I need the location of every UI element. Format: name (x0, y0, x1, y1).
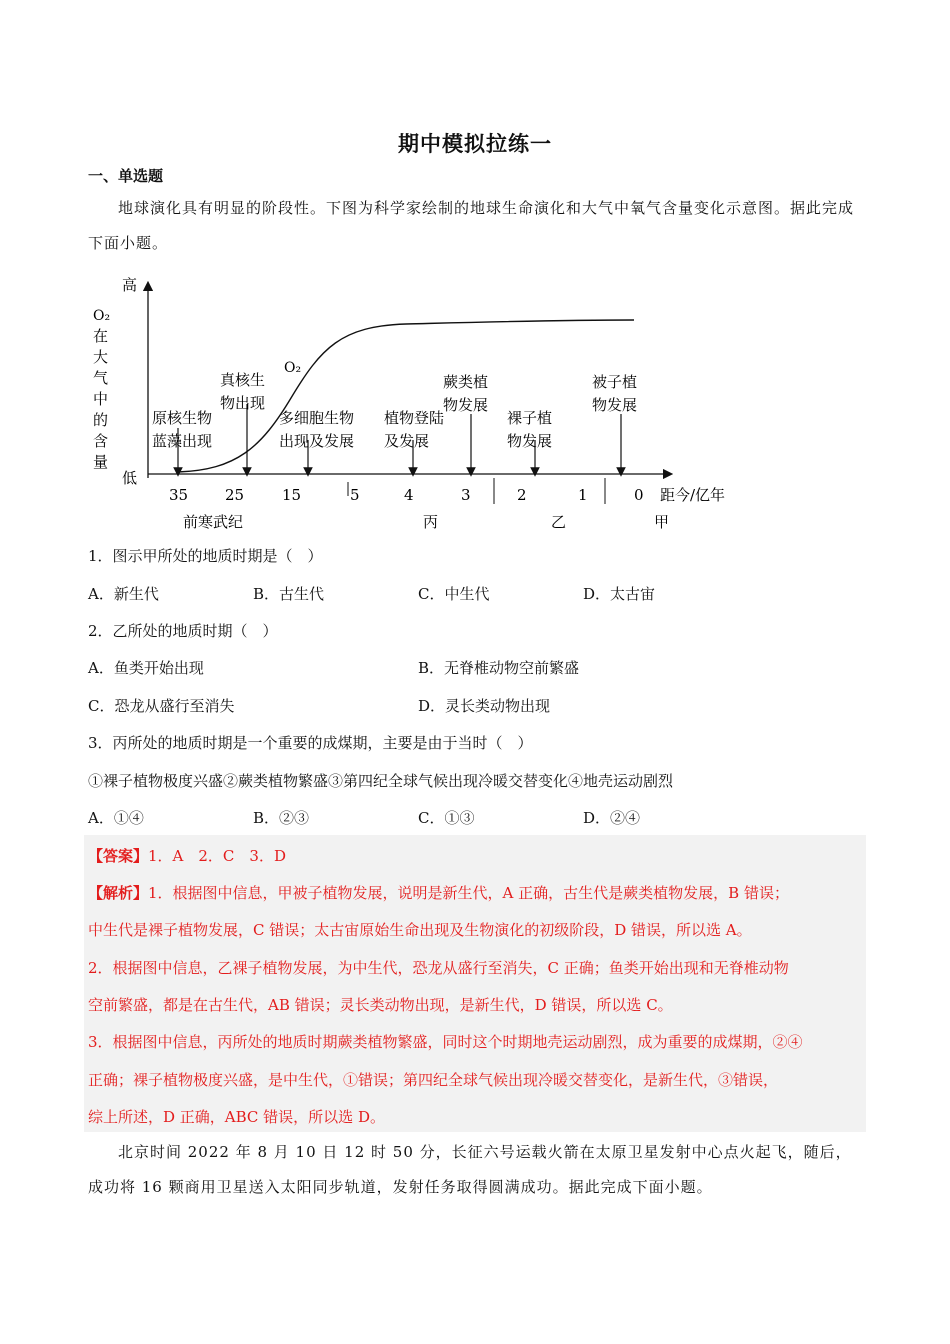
era-label: 前寒武纪 (183, 513, 244, 531)
x-tick: 5 (350, 486, 360, 504)
q1-stem: 1．图示甲所处的地质时期是（ ） (88, 547, 323, 565)
x-tick: 2 (517, 486, 527, 504)
era-labels (183, 513, 669, 531)
q1-option-b[interactable]: B．古生代 (253, 585, 325, 603)
x-tick: 15 (282, 486, 302, 504)
q2-option-d[interactable]: D．灵长类动物出现 (418, 697, 551, 715)
era-label: 甲 (654, 513, 670, 531)
event-label: 植物登陆 (384, 409, 445, 427)
answer-line (88, 845, 866, 866)
event-label: 物发展 (443, 396, 489, 414)
page-title: 期中模拟拉练一 (398, 132, 552, 156)
event-label: 蕨类植 (443, 373, 489, 391)
y-label-char: 气 (93, 369, 109, 387)
life-evolution-oxygen-diagram (86, 268, 756, 538)
event-label: 裸子植 (507, 409, 553, 427)
event-label: 物发展 (592, 396, 638, 414)
x-unit-label: 距今/亿年 (660, 486, 726, 504)
event-label: 多细胞生物 (279, 409, 355, 427)
x-tick: 25 (225, 486, 245, 504)
x-tick: 1 (578, 486, 588, 504)
q3-option-d[interactable]: D．②④ (583, 809, 641, 827)
section-heading: 一、单选题 (88, 167, 164, 185)
analysis-line: 空前繁盛，都是在古生代，AB 错误；灵长类动物出现，是新生代，D 错误，所以选 C。 (88, 996, 673, 1014)
x-tick: 0 (634, 486, 644, 504)
y-axis-label (93, 308, 110, 471)
y-top-label: 高 (122, 276, 138, 294)
answer-tag: 【答案】 (88, 847, 149, 865)
x-tick: 4 (404, 486, 414, 504)
q3-option-a[interactable]: A．①④ (88, 809, 144, 827)
curve-label: O₂ (284, 360, 302, 376)
analysis-line: 正确；裸子植物极度兴盛，是中生代，①错误；第四纪全球气候出现冷暖交替变化，是新生代，③错误， (88, 1071, 779, 1089)
y-label-char: O₂ (93, 308, 111, 324)
q2-option-c[interactable]: C．恐龙从盛行至消失 (88, 697, 235, 715)
q3-option-c[interactable]: C．①③ (418, 809, 475, 827)
era-label: 乙 (551, 513, 567, 531)
intro-paragraph: 地球演化具有明显的阶段性。下图为科学家绘制的地球生命演化和大气中氧气含量变化示意图。据此完成下面小题。 (88, 199, 855, 252)
event-labels (152, 371, 637, 450)
event-label: 原核生物 (152, 409, 213, 427)
q1-option-a[interactable]: A．新生代 (88, 585, 159, 603)
q3-statements: ①裸子植物极度兴盛②蕨类植物繁盛③第四纪全球气候出现冷暖交替变化④地壳运动剧烈 (88, 772, 674, 790)
y-label-char: 含 (93, 432, 109, 450)
y-label-char: 在 (93, 327, 109, 345)
event-label: 被子植 (592, 373, 638, 391)
y-bottom-label: 低 (122, 469, 138, 487)
event-label: 真核生 (220, 371, 266, 389)
q1-option-c[interactable]: C．中生代 (418, 585, 490, 603)
q3-option-b[interactable]: B．②③ (253, 809, 310, 827)
analysis-text: 1．根据图中信息，甲被子植物发展，说明是新生代，A 正确，古生代是蕨类植物发展，B 错误； (148, 884, 789, 902)
y-label-char: 量 (93, 453, 109, 471)
y-label-char: 大 (93, 348, 109, 366)
analysis-line: 2．根据图中信息，乙裸子植物发展，为中生代，恐龙从盛行至消失，C 正确；鱼类开始出现和无脊椎动物 (88, 959, 789, 977)
event-label: 物出现 (220, 394, 266, 412)
analysis-line: 3．根据图中信息，丙所处的地质时期蕨类植物繁盛，同时这个时期地壳运动剧烈，成为重要的成煤期，②④ (88, 1033, 803, 1051)
event-label: 物发展 (507, 432, 553, 450)
event-label: 出现及发展 (279, 432, 355, 450)
analysis-line: 中生代是裸子植物发展，C 错误；太古宙原始生命出现及生物演化的初级阶段，D 错误，所以选 A。 (88, 921, 752, 939)
y-label-char: 的 (93, 411, 109, 429)
analysis-line: 综上所述，D 正确，ABC 错误，所以选 D。 (88, 1108, 385, 1126)
x-tick-labels (169, 482, 644, 504)
q2-option-b[interactable]: B．无脊椎动物空前繁盛 (418, 659, 580, 677)
x-tick: 35 (169, 486, 189, 504)
answer-text: 1．A 2．C 3．D (148, 847, 286, 865)
x-tick: 3 (461, 486, 471, 504)
next-intro-paragraph: 北京时间 2022 年 8 月 10 日 12 时 50 分，长征六号运载火箭在太原卫星发射中心点火起飞，随后，成功将 16 颗商用卫星送入太阳同步轨道，发射任务取得圆满成功。据此完成下面小题。 (88, 1143, 852, 1196)
q3-stem: 3．丙所处的地质时期是一个重要的成煤期，主要是由于当时（ ） (88, 734, 533, 752)
event-label: 蓝藻出现 (152, 432, 213, 450)
y-label-char: 中 (93, 390, 109, 408)
event-label: 及发展 (384, 432, 430, 450)
analysis-line (88, 882, 866, 903)
q1-option-d[interactable]: D．太古宙 (583, 585, 656, 603)
analysis-tag: 【解析】 (88, 884, 149, 902)
era-label: 丙 (423, 513, 439, 531)
q2-option-a[interactable]: A．鱼类开始出现 (88, 659, 204, 677)
q2-stem: 2．乙所处的地质时期（ ） (88, 622, 278, 640)
